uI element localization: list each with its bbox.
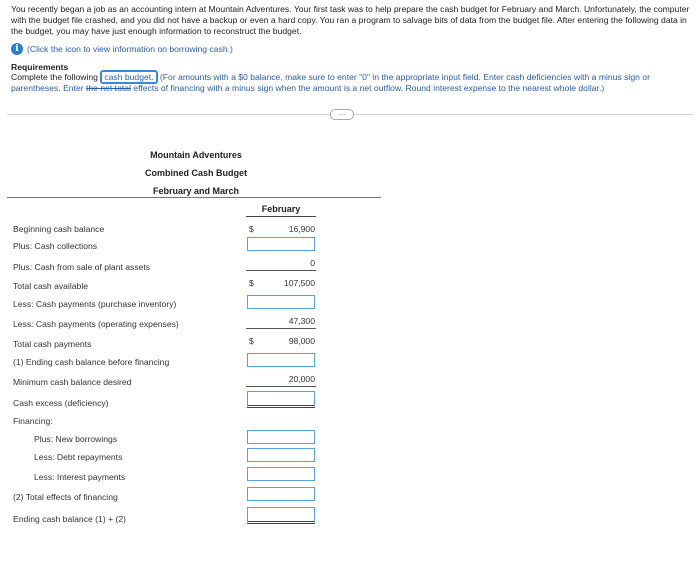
borrowing-info-link[interactable] xyxy=(11,42,233,56)
input-interest-payments[interactable] xyxy=(247,467,315,481)
value-minimum-cash: 20,000 xyxy=(288,374,315,384)
expand-more-button[interactable]: .... xyxy=(330,109,354,120)
label-payments-inventory: Less: Cash payments (purchase inventory) xyxy=(13,299,177,309)
label-total-cash-payments: Total cash payments xyxy=(13,339,92,349)
label-minimum-cash: Minimum cash balance desired xyxy=(13,377,132,387)
cash-budget-link[interactable]: cash budget. xyxy=(100,70,157,84)
label-payments-operating: Less: Cash payments (operating expenses) xyxy=(13,319,179,329)
label-beginning-cash: Beginning cash balance xyxy=(13,224,105,234)
input-debt-repayments[interactable] xyxy=(247,448,315,462)
underline-rule xyxy=(246,328,316,329)
dollar-sign: $ xyxy=(249,336,254,346)
label-ending-before-financing: (1) Ending cash balance before financing xyxy=(13,357,170,367)
column-header-february: February xyxy=(261,204,301,214)
input-ending-before-financing[interactable] xyxy=(247,353,315,367)
input-payments-inventory[interactable] xyxy=(247,295,315,309)
company-name: Mountain Adventures xyxy=(150,150,242,160)
requirements-heading: Requirements xyxy=(11,62,69,72)
label-cash-excess: Cash excess (deficiency) xyxy=(13,398,109,408)
input-cash-collections[interactable] xyxy=(247,237,315,251)
intro-paragraph: You recently began a job as an accounting intern at Mountain Adventures. Your first task was to help prepare the cash budget for February and March. Unfortunately, the computer with the budget file crashed, and you did not have a backup or even a hard copy. You ran a program to salvage bits of data from the budget file. After entering the following data in the budget, you may have just enough information to reconstruct the budget. xyxy=(11,4,690,36)
underline-rule xyxy=(246,386,316,387)
value-total-cash-payments: 98,000 xyxy=(288,336,315,346)
label-total-cash-available: Total cash available xyxy=(13,281,89,291)
borrowing-info-text[interactable]: (Click the icon to view information on borrowing cash.) xyxy=(27,44,233,54)
label-ending-cash: Ending cash balance (1) + (2) xyxy=(13,514,126,524)
input-total-financing[interactable] xyxy=(247,487,315,501)
budget-period: February and March xyxy=(152,186,240,196)
header-rule xyxy=(7,197,381,198)
label-interest-payments: Less: Interest payments xyxy=(34,472,126,482)
dollar-sign: $ xyxy=(249,224,254,234)
requirements-strike: the net total xyxy=(86,83,131,93)
label-cash-collections: Plus: Cash collections xyxy=(13,241,98,251)
value-sale-plant-assets: 0 xyxy=(310,258,315,268)
label-financing: Financing: xyxy=(13,416,53,426)
requirements-pre: Complete the following xyxy=(11,72,101,82)
budget-title: Combined Cash Budget xyxy=(144,168,247,178)
dollar-sign: $ xyxy=(249,278,254,288)
requirements-post-b: effects of financing with a minus sign when the amount is a net outflow. Round interest expense to the nearest whole dollar.) xyxy=(130,83,605,93)
underline-rule xyxy=(246,270,316,271)
requirements-text xyxy=(11,72,691,94)
requirements-post-a: (For amounts with a $0 balance, make sure to enter "0" in the appropriate input field. Enter cash deficiencies with a minus sign or parentheses. Enter xyxy=(11,72,650,93)
input-ending-cash[interactable] xyxy=(247,507,315,524)
value-beginning-cash: 16,900 xyxy=(288,224,315,234)
column-header-rule xyxy=(246,216,316,217)
label-sale-plant-assets: Plus: Cash from sale of plant assets xyxy=(13,262,151,272)
input-new-borrowings[interactable] xyxy=(247,430,315,444)
label-total-financing: (2) Total effects of financing xyxy=(13,492,118,502)
label-new-borrowings: Plus: New borrowings xyxy=(34,434,118,444)
value-payments-operating: 47,300 xyxy=(288,316,315,326)
value-total-cash-available: 107,500 xyxy=(283,278,315,288)
label-debt-repayments: Less: Debt repayments xyxy=(34,452,123,462)
info-icon[interactable]: i xyxy=(11,43,23,55)
input-cash-excess[interactable] xyxy=(247,391,315,408)
